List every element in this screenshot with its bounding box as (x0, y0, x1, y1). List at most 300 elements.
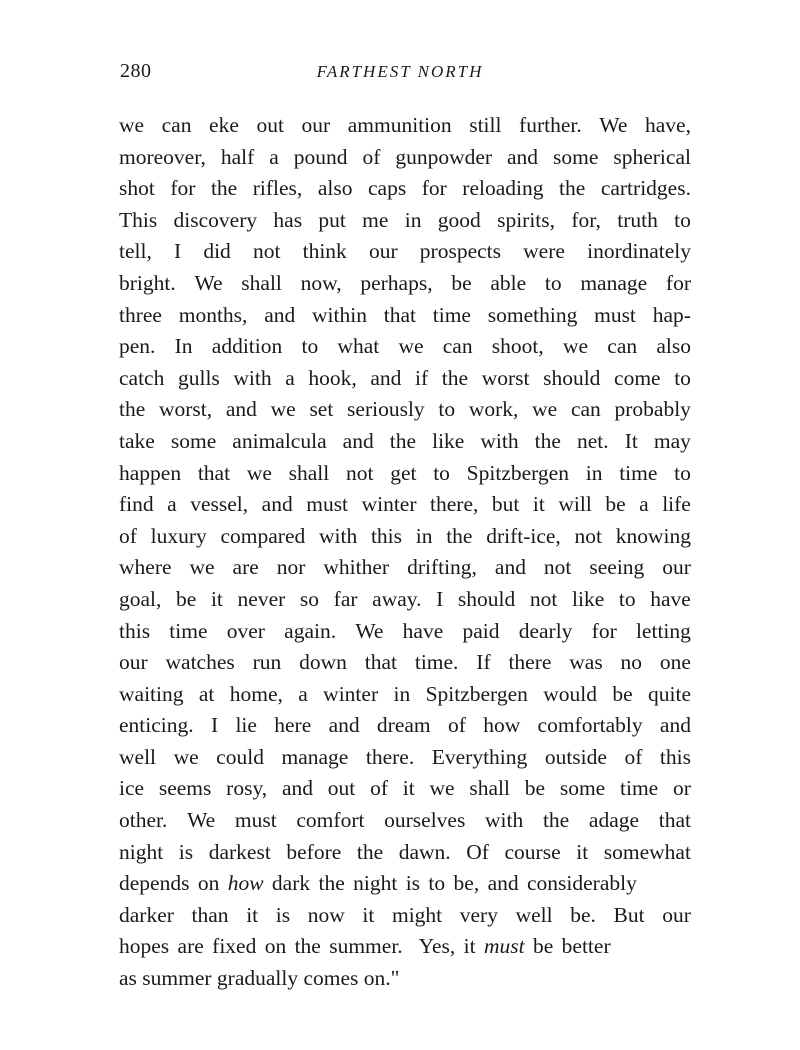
word: But (613, 902, 645, 927)
word: can (442, 334, 473, 359)
word: home, (229, 681, 283, 706)
word: inordinately (587, 239, 691, 264)
word: This (119, 207, 158, 232)
word: with (480, 428, 519, 453)
word: should (457, 586, 516, 611)
word: out (256, 113, 284, 137)
body-text (119, 110, 691, 995)
word: are (232, 555, 259, 580)
word: we (173, 744, 199, 769)
text-line (119, 742, 691, 774)
word: the (446, 523, 473, 548)
word: should (543, 365, 601, 390)
word: be (612, 681, 633, 706)
word: the (119, 397, 146, 422)
word: animalcula (232, 428, 327, 453)
word: truth (617, 207, 658, 232)
word: Of (466, 839, 489, 864)
word: knowing (615, 523, 691, 548)
word: find (119, 492, 154, 517)
word: Spitzbergen (466, 460, 569, 485)
word: rifles, (252, 176, 303, 201)
word: I (210, 713, 219, 738)
word: our (368, 239, 398, 264)
text-line (119, 363, 691, 395)
word: well (515, 902, 553, 927)
word: to (433, 460, 450, 485)
word: within (312, 302, 367, 327)
word: be (605, 492, 626, 517)
word: like (572, 586, 605, 611)
word: other. (119, 808, 168, 833)
word: dream (376, 713, 431, 738)
word-run: dark the night is to be, and considerably (263, 871, 637, 896)
word: a (639, 492, 649, 517)
word: of (362, 144, 381, 169)
word: no (620, 650, 643, 675)
word: to (674, 207, 691, 232)
word: we (532, 397, 558, 422)
text-line (119, 679, 691, 711)
word: in (393, 681, 411, 706)
word: I (174, 239, 182, 264)
word: if (415, 365, 429, 390)
word: and (264, 302, 296, 327)
text-line (119, 837, 691, 869)
text-line (119, 205, 691, 237)
word: our (662, 902, 691, 927)
word: quite (648, 681, 691, 706)
word: winter (361, 492, 417, 517)
word: shot (119, 176, 155, 201)
word: we (562, 334, 589, 359)
word: course (504, 839, 561, 864)
text-line (119, 300, 691, 332)
word: months, (178, 302, 248, 327)
word: catch (119, 365, 165, 390)
word: this (659, 744, 691, 769)
word: comfort (296, 808, 365, 833)
word: happen (119, 460, 182, 485)
word: shall (241, 270, 282, 295)
word: our (662, 555, 691, 580)
word: the (542, 808, 570, 833)
word: reloading (462, 176, 544, 201)
word: set (309, 397, 334, 422)
word: able (490, 270, 527, 295)
word: than (191, 902, 229, 927)
word: darkest (208, 839, 271, 864)
word: it (532, 492, 545, 517)
word: with (233, 365, 272, 390)
word: not (574, 523, 603, 548)
word: for (665, 270, 691, 295)
text-line (119, 552, 691, 584)
word: have, (644, 113, 691, 137)
word: we (398, 334, 424, 359)
word: cartridges. (600, 176, 691, 201)
word: letting (635, 618, 691, 643)
word: prospects (419, 239, 501, 264)
word: and (342, 428, 374, 453)
word: did (203, 239, 231, 264)
word: In (174, 334, 193, 359)
word: lie (235, 713, 257, 738)
word: now (307, 902, 345, 927)
word: adage (588, 808, 640, 833)
word: we (429, 776, 455, 801)
word: shoot, (491, 334, 544, 359)
word: take (119, 428, 155, 453)
italic-word: how (227, 871, 264, 896)
text-line (119, 394, 691, 426)
word: would (543, 681, 597, 706)
word: paid (462, 618, 500, 643)
word: further. (519, 113, 582, 137)
text-line (119, 647, 691, 679)
word: addition (211, 334, 283, 359)
word: we (246, 460, 272, 485)
word: of (447, 713, 466, 738)
word: good (437, 207, 481, 232)
word: worst (481, 365, 530, 390)
text-line (119, 805, 691, 837)
word: moreover, (119, 144, 206, 169)
word: to (438, 397, 456, 422)
text-line (119, 458, 691, 490)
text-line (119, 521, 691, 553)
word: put (318, 207, 346, 232)
text-line (119, 868, 691, 900)
word: the (534, 428, 561, 453)
word: of (119, 523, 137, 548)
word: a (298, 681, 308, 706)
word: tell, (119, 239, 152, 264)
word: with (318, 523, 358, 548)
word: worst, (159, 397, 213, 422)
text-line (119, 268, 691, 300)
word: far (333, 586, 358, 611)
word: it (402, 776, 415, 801)
word: We (599, 113, 628, 137)
word: night (119, 839, 164, 864)
word: time (169, 618, 208, 643)
page-number: 280 (120, 60, 152, 82)
word: very (459, 902, 498, 927)
word: that (658, 808, 691, 833)
word: drifting, (407, 555, 477, 580)
word: outside (544, 744, 607, 769)
word: ice (119, 776, 145, 801)
word: ammunition (347, 113, 452, 137)
word: seeing (589, 555, 645, 580)
text-line (119, 236, 691, 268)
word: drift-ice, (486, 523, 561, 548)
text-line (119, 489, 691, 521)
word: pound (293, 144, 348, 169)
word: get (390, 460, 417, 485)
word: and (659, 713, 691, 738)
word: here (274, 713, 312, 738)
word: darker (119, 902, 174, 927)
word: come (614, 365, 661, 390)
word: it (576, 839, 589, 864)
italic-word: must (484, 934, 525, 959)
word: the (210, 176, 238, 201)
word: shall (469, 776, 510, 801)
word: it (246, 902, 259, 927)
word: might (391, 902, 443, 927)
word: a (269, 144, 279, 169)
word: a (285, 365, 295, 390)
word: to (301, 334, 319, 359)
word: but (491, 492, 520, 517)
word: whither (323, 555, 390, 580)
word: also (656, 334, 691, 359)
word: we (119, 113, 145, 137)
word: away. (372, 586, 422, 611)
word: time (620, 776, 659, 801)
word: spherical (613, 144, 691, 169)
text-line (119, 331, 691, 363)
word: be (524, 776, 546, 801)
text-line (119, 931, 691, 963)
word: for (591, 618, 617, 643)
word: dawn. (398, 839, 451, 864)
word: We (355, 618, 384, 643)
word: seriously (347, 397, 425, 422)
word: in (585, 460, 603, 485)
word: never (237, 586, 286, 611)
word: for (421, 176, 447, 201)
word: waiting (119, 681, 184, 706)
word: in (404, 207, 422, 232)
word-run: as summer gradually comes on." (119, 966, 400, 991)
word: or (673, 776, 691, 801)
word: and (507, 144, 539, 169)
word: that (364, 650, 397, 675)
word: vessel, (190, 492, 249, 517)
word: compared (220, 523, 306, 548)
word: pen. (119, 334, 156, 359)
word: that (197, 460, 231, 485)
word: must (234, 808, 277, 833)
word: could (216, 744, 264, 769)
word-run: depends on (119, 871, 228, 896)
word: to (618, 586, 636, 611)
word: again. (284, 618, 337, 643)
word: We (187, 808, 216, 833)
word: to (674, 365, 691, 390)
word: not (529, 586, 558, 611)
word: were (523, 239, 565, 264)
word: is (275, 902, 291, 927)
word: can (161, 113, 192, 137)
word: can (607, 334, 638, 359)
word: one (659, 650, 691, 675)
text-line (119, 963, 691, 995)
word: have (650, 586, 691, 611)
word: some (553, 144, 599, 169)
word: where (119, 555, 172, 580)
word: the (441, 365, 469, 390)
word: gunpowder (395, 144, 493, 169)
word: out (327, 776, 356, 801)
word: to (674, 460, 691, 485)
word: must (306, 492, 349, 517)
word: may (653, 428, 691, 453)
word: we (270, 397, 296, 422)
word: comfortably (537, 713, 643, 738)
word: in (415, 523, 433, 548)
word: now, (300, 270, 342, 295)
word: hap- (652, 302, 691, 327)
word: of (624, 744, 643, 769)
word: perhaps, (360, 270, 433, 295)
word: over (226, 618, 265, 643)
word: be (451, 270, 472, 295)
word: time. (414, 650, 459, 675)
word: for (170, 176, 196, 201)
word: it (362, 902, 375, 927)
word: be (176, 586, 197, 611)
word: time (619, 460, 658, 485)
word: this (119, 618, 151, 643)
word: watches (165, 650, 235, 675)
word: half (220, 144, 255, 169)
word: the (559, 176, 586, 201)
word: that (383, 302, 416, 327)
word: We (194, 270, 223, 295)
word: with (485, 808, 524, 833)
word: have (402, 618, 444, 643)
word: well (119, 744, 157, 769)
word: three (119, 302, 162, 327)
word: is (178, 839, 194, 864)
word: Spitzbergen (425, 681, 528, 706)
word: discovery (173, 207, 258, 232)
word: spirits, (497, 207, 556, 232)
word: net. (577, 428, 609, 453)
text-line (119, 900, 691, 932)
word: seems (158, 776, 212, 801)
word: was (569, 650, 603, 675)
text-line (119, 426, 691, 458)
word: and (328, 713, 360, 738)
word: Everything (431, 744, 528, 769)
word-run: be better (524, 934, 611, 959)
word: manage (281, 744, 349, 769)
word: so (299, 586, 320, 611)
text-line (119, 616, 691, 648)
word: what (337, 334, 380, 359)
word: gulls (177, 365, 220, 390)
word: something (487, 302, 578, 327)
word: our (301, 113, 331, 137)
word: at (198, 681, 215, 706)
word: a (167, 492, 177, 517)
word: there, (430, 492, 479, 517)
word: this (370, 523, 403, 548)
word: life (662, 492, 691, 517)
word: must (594, 302, 636, 327)
word: caps (367, 176, 407, 201)
word: we (189, 555, 215, 580)
word: run (252, 650, 282, 675)
word: still (469, 113, 502, 137)
word: to (544, 270, 562, 295)
word: some (170, 428, 217, 453)
word: and (281, 776, 314, 801)
word: it (210, 586, 223, 611)
word: probably (614, 397, 691, 422)
word: for, (571, 207, 601, 232)
word: If (476, 650, 491, 675)
word: dearly (518, 618, 573, 643)
word: not (252, 239, 281, 264)
word: eke (209, 113, 239, 137)
word: nor (276, 555, 306, 580)
word: It (624, 428, 638, 453)
word: there (508, 650, 552, 675)
word: time (432, 302, 471, 327)
text-line (119, 710, 691, 742)
text-line (119, 584, 691, 616)
word: how (483, 713, 521, 738)
word: also (317, 176, 353, 201)
word: and (370, 365, 402, 390)
word: and (261, 492, 293, 517)
word: goal, (119, 586, 162, 611)
word: be. (570, 902, 596, 927)
word: not (345, 460, 374, 485)
word: can (570, 397, 601, 422)
word: me (362, 207, 389, 232)
text-line (119, 142, 691, 174)
text-line (119, 110, 691, 142)
word: before (286, 839, 342, 864)
word: our (119, 650, 148, 675)
word: somewhat (603, 839, 691, 864)
word: ourselves (384, 808, 466, 833)
word: think (302, 239, 347, 264)
word: there. (365, 744, 415, 769)
word: shall (288, 460, 330, 485)
running-head (120, 60, 680, 90)
word: the (356, 839, 384, 864)
word: rosy, (226, 776, 268, 801)
word: will (558, 492, 592, 517)
word: luxury (150, 523, 207, 548)
word: down (299, 650, 347, 675)
word: bright. (119, 270, 176, 295)
word: some (559, 776, 606, 801)
word: not (543, 555, 572, 580)
word: of (370, 776, 388, 801)
book-title: FARTHEST NORTH (316, 62, 484, 81)
word: manage (580, 270, 648, 295)
word: enticing. (119, 713, 194, 738)
text-line (119, 173, 691, 205)
word: the (389, 428, 417, 453)
word: has (273, 207, 303, 232)
word-run: hopes are fixed on the summer. Yes, it (119, 934, 484, 959)
word: and (494, 555, 526, 580)
word: like (432, 428, 465, 453)
word: winter (323, 681, 379, 706)
word: hook, (308, 365, 357, 390)
text-line (119, 773, 691, 805)
